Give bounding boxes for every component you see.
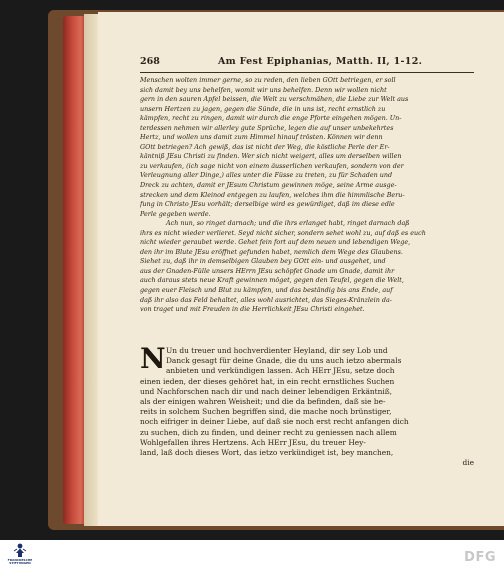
text-line: Ach nun, so ringet darnach; und die ihrs erlanget habt, ringet darnach daß bbox=[166, 219, 410, 228]
text-line: nicht wieder geraubet werde. Gehet fein fort auf dem neuen und lebendigen Wege, bbox=[140, 238, 411, 247]
page-header bbox=[140, 56, 474, 72]
text-line: von traget und mit Freuden in die Herrlichkeit JEsu Christi eingehet. bbox=[140, 305, 365, 314]
text-line: gegen euer Fleisch und Blut zu kämpfen, und das beständig bis ans Ende, auf bbox=[140, 286, 393, 295]
text-line: Menschen wolten immer gerne, so zu reden, den lieben GOtt betriegen, er soll bbox=[140, 76, 396, 84]
text-line: GOtt betriegen? Ach gewiß, das ist nicht der Weg, die köstliche Perle der Er- bbox=[140, 142, 390, 151]
text-line: käntniß JEsu Christi zu finden. Wer sich nicht weigert, alles um derselben willen bbox=[140, 152, 402, 161]
viewer-footer bbox=[0, 540, 504, 573]
text-line: strecken und dem Kleinod entgegen zu laufen, welches ihm die himmlische Beru- bbox=[140, 190, 405, 199]
text-line: Dreck zu achten, damit er JEsum Christum gewinnen möge, seine Arme ausge- bbox=[140, 181, 397, 190]
logo-caption: FRANCKESCHE STIFTUNGEN bbox=[7, 558, 33, 566]
prayer-dropcap: N bbox=[140, 342, 166, 375]
text-line: den ihr im Blute JEsu eröffnet gefunden habet, nemlich dem Wege des Glaubens. bbox=[140, 247, 403, 256]
text-line: Perle gegeben werde. bbox=[140, 209, 211, 218]
prayer-line: Danck gesagt für deine Gnade, die du uns auch ietzo abermals bbox=[166, 356, 402, 366]
text-line: Siehet zu, daß ihr in demselbigen Glauben bey GOtt ein- und ausgehet, und bbox=[140, 257, 386, 266]
dfg-logo[interactable]: DFG bbox=[464, 550, 496, 565]
text-line: daß ihr also das Feld behaltet, alles wohl ausrichtet, das Sieges-Kränzlein da- bbox=[140, 295, 392, 304]
prayer-line: reits in solchem Suchen begriffen sind, die mache noch brünstiger, bbox=[140, 407, 392, 417]
text-line: unsern Hertzen zu jagen, gegen die Sünde, die in uns ist, recht ernstlich zu bbox=[140, 104, 386, 113]
text-line: fung in Christo JEsu vorhält; derselbige wird es gewürdiget, daß im diese edle bbox=[140, 200, 395, 209]
institution-logo[interactable] bbox=[6, 542, 34, 570]
prayer-line: einen ieden, der dieses gehöret hat, in ein recht ernstliches Suchen bbox=[140, 376, 395, 386]
header-rule bbox=[140, 72, 474, 73]
body-text bbox=[140, 76, 474, 315]
prayer-line: und Nachforschen nach dir und nach deiner lebendigen Erkäntniß, bbox=[140, 386, 393, 396]
prayer-text bbox=[140, 342, 474, 468]
text-line: Hertz, und wollen uns damit zum Himmel hinauf trösten. Können wir denn bbox=[140, 133, 383, 142]
text-line: Verleugnung aller Dinge,) alles unter die Füsse zu treten, zu für Schaden und bbox=[140, 171, 393, 180]
page-number: 268 bbox=[140, 56, 160, 67]
prayer-line: Un du treuer und hochverdienter Heyland, dir sey Lob und bbox=[166, 346, 388, 355]
text-line: terdessen nehmen wir allerley gute Sprüche, legen die auf unser unbekehrtes bbox=[140, 123, 394, 132]
text-line: sich damit bey uns behelfen, womit wir uns behelfen. Denn wir wollen nicht bbox=[140, 85, 387, 94]
page-edge-red bbox=[63, 16, 85, 524]
prayer-line: als der einigen wahren Weisheit; und die da befinden, daß sie be- bbox=[140, 397, 386, 407]
text-line: ihrs es nicht wieder verlieret. Seyd nicht sicher, sondern sehet wohl zu, auf daß es euch bbox=[140, 228, 426, 237]
prayer-line: zu suchen, dich zu finden, und deiner recht zu geniessen nach allem bbox=[140, 427, 397, 437]
prayer-catchword: die bbox=[462, 458, 474, 468]
running-title: Am Fest Epiphanias, Matth. II, 1-12. bbox=[218, 56, 423, 67]
text-line: aus der Gnaden-Fülle unsers HErrn JEsu schöpfet Gnade um Gnade, damit ihr bbox=[140, 266, 395, 275]
prayer-line: noch eifriger in deiner Liebe, auf daß sie noch erst recht anfangen dich bbox=[140, 417, 409, 427]
text-line: auch daraus stets neue Kraft gewinnen möget, gegen den Teufel, gegen die Welt, bbox=[140, 276, 404, 285]
text-line: gern in den sauren Apfel beissen, die Welt zu verschmähen, die Liebe zur Welt aus bbox=[140, 95, 409, 104]
text-line: zu verkaufen, (ich sage nicht von einem äusserlichen verkaufen, sondern von der bbox=[140, 161, 404, 170]
francke-logo-icon bbox=[12, 542, 28, 558]
prayer-line: anbieten und verkündigen lassen. Ach HErr JEsu, setze doch bbox=[166, 366, 395, 376]
prayer-line: Wohlgefallen ihres Hertzens. Ach HErr JEsu, du treuer Hey- bbox=[140, 437, 366, 447]
prayer-line: land, laß doch dieses Wort, das ietzo verkündiget ist, bey manchen, bbox=[140, 448, 394, 458]
text-line: kämpfen, recht zu ringen, damit wir durch die enge Pforte eingehen mögen. Un- bbox=[140, 114, 402, 123]
